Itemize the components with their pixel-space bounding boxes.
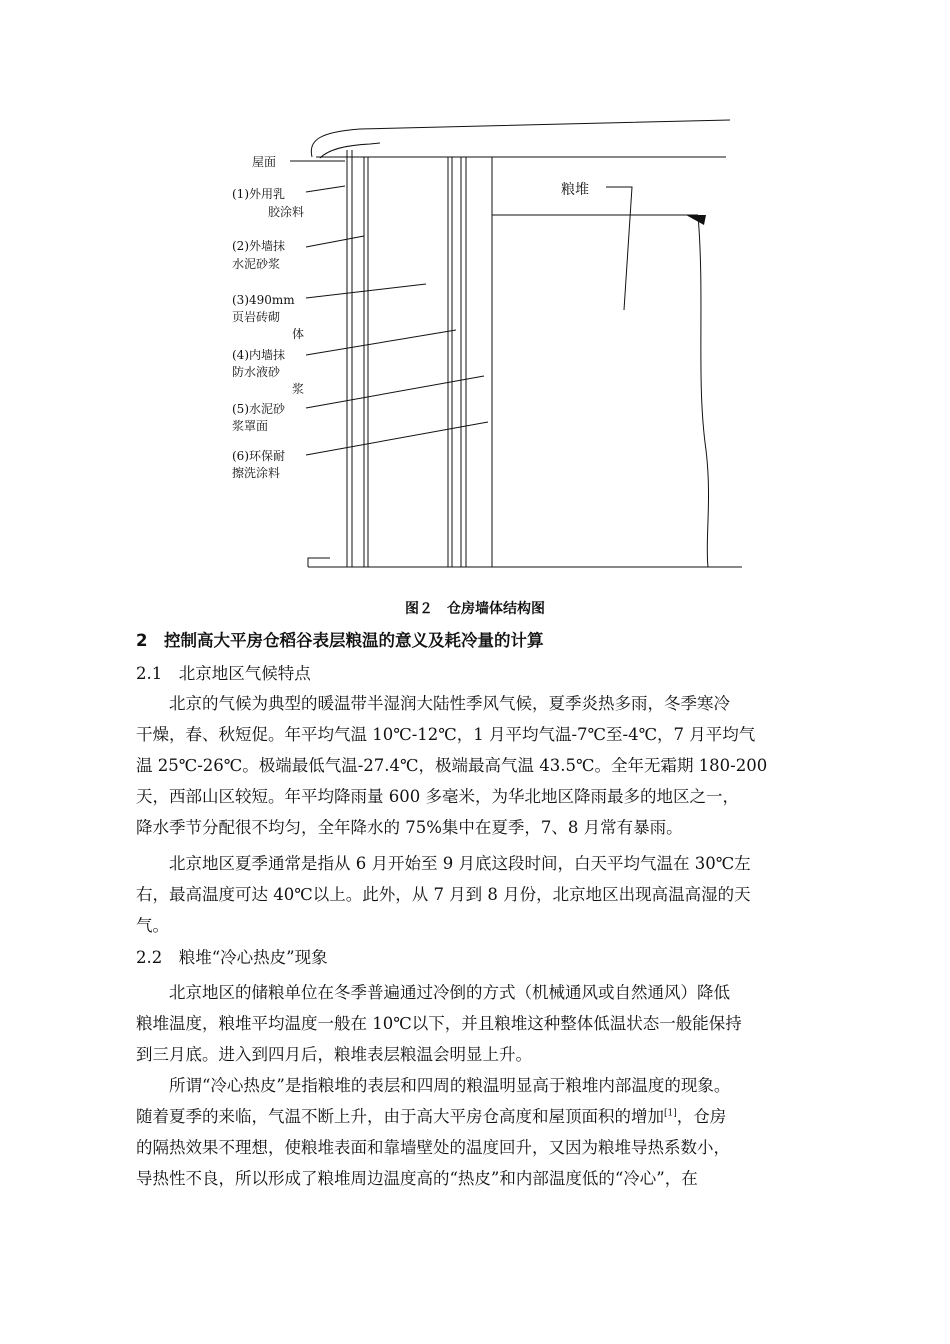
section-2-2-heading: 2.2 粮堆“冷心热皮”现象 <box>136 948 328 967</box>
para-cold-core-text: ，仓房 <box>676 1107 727 1126</box>
para-cold-core-line: 所谓“冷心热皮”是指粮堆的表层和四周的粮温明显高于粮堆内部温度的现象。 <box>136 1076 731 1095</box>
section-2-1-heading: 2.1 北京地区气候特点 <box>136 664 311 683</box>
para-summer-line: 气。 <box>136 916 169 935</box>
citation-ref[interactable]: [1] <box>664 1108 677 1119</box>
grain-pile-marker <box>686 215 706 225</box>
para-cooling-line: 到三月底。进入到四月后，粮堆表层粮温会明显上升。 <box>136 1045 532 1064</box>
layer1-label-line2: 胶涂料 <box>267 205 304 219</box>
layer3-leader <box>306 284 426 298</box>
para-climate-line: 北京的气候为典型的暖温带半湿润大陆性季风气候，夏季炎热多雨，冬季寒冷 <box>136 694 730 713</box>
para-summer-line: 北京地区夏季通常是指从 6 月开始至 9 月底这段时间，白天平均气温在 30℃左 <box>136 854 751 873</box>
layer4-label-line1: (4)内墙抹 <box>232 348 285 362</box>
para-cold-core-line: 的隔热效果不理想，使粮堆表面和靠墙壁处的温度回升，又因为粮堆导热系数小， <box>136 1138 730 1157</box>
layer6-label-line1: (6)环保耐 <box>232 449 285 463</box>
layer3-label-line2: 页岩砖砌 <box>232 310 281 324</box>
para-climate-line: 温 25℃-26℃。极端最低气温-27.4℃，极端最高气温 43.5℃。全年无霜期 180-200 <box>136 756 768 775</box>
layer4-label-line3: 浆 <box>291 382 304 396</box>
layer1-label-line1: (1)外用乳 <box>232 187 285 201</box>
wall-structure-diagram <box>0 0 950 600</box>
layer2-label-line2: 水泥砂浆 <box>232 257 281 271</box>
layer1-leader <box>306 186 345 192</box>
section-2-heading: 2 控制高大平房仓稻谷表层粮温的意义及耗冷量的计算 <box>136 631 544 650</box>
layer5-leader <box>306 376 484 408</box>
layer6-label-line2: 擦洗涂料 <box>232 466 281 480</box>
layer3-label-line1: (3)490mm <box>232 293 295 307</box>
layer4-leader <box>306 330 456 355</box>
para-cold-core-text: 随着夏季的来临，气温不断上升，由于高大平房仓高度和屋顶面积的增加 <box>136 1107 664 1126</box>
layer3-label-line3: 体 <box>291 327 304 341</box>
layer2-leader <box>306 236 364 247</box>
para-cooling-line: 粮堆温度，粮堆平均温度一般在 10℃以下，并且粮堆这种整体低温状态一般能保持 <box>136 1014 742 1033</box>
para-cold-core-line <box>136 1106 826 1128</box>
para-summer-line: 右，最高温度可达 40℃以上。此外，从 7 月到 8 月份，北京地区出现高温高湿的天 <box>136 885 751 904</box>
para-climate-line: 降水季节分配很不均匀，全年降水的 75%集中在夏季，7、8 月常有暴雨。 <box>136 818 683 837</box>
floor-step <box>308 558 330 567</box>
para-cold-core-line: 导热性不良，所以形成了粮堆周边温度高的“热皮”和内部温度低的“冷心”，在 <box>136 1169 698 1188</box>
roof-eave-bottom <box>320 143 380 158</box>
layer4-label-line2: 防水液砂 <box>232 365 281 379</box>
para-cooling-line: 北京地区的储粮单位在冬季普遍通过冷倒的方式（机械通风或自然通风）降低 <box>136 983 730 1002</box>
roof-eave-curve <box>311 120 730 157</box>
para-climate-line: 天，西部山区较短。年平均降雨量 600 多毫米，为华北地区降雨最多的地区之一， <box>136 787 739 806</box>
grain-pile-label: 粮堆 <box>561 182 589 198</box>
grain-pile-right-edge <box>698 215 709 567</box>
layer5-label-line2: 浆罩面 <box>232 419 269 433</box>
layer2-label-line1: (2)外墙抹 <box>232 239 285 253</box>
figure-caption: 图２ 仓房墙体结构图 <box>405 601 545 617</box>
roof-label: 屋面 <box>252 155 277 169</box>
para-climate-line: 干燥，春、秋短促。年平均气温 10℃-12℃，1 月平均气温-7℃至-4℃，7 月平均气 <box>136 725 756 744</box>
layer5-label-line1: (5)水泥砂 <box>232 402 285 416</box>
grain-pile-leader <box>606 187 632 310</box>
